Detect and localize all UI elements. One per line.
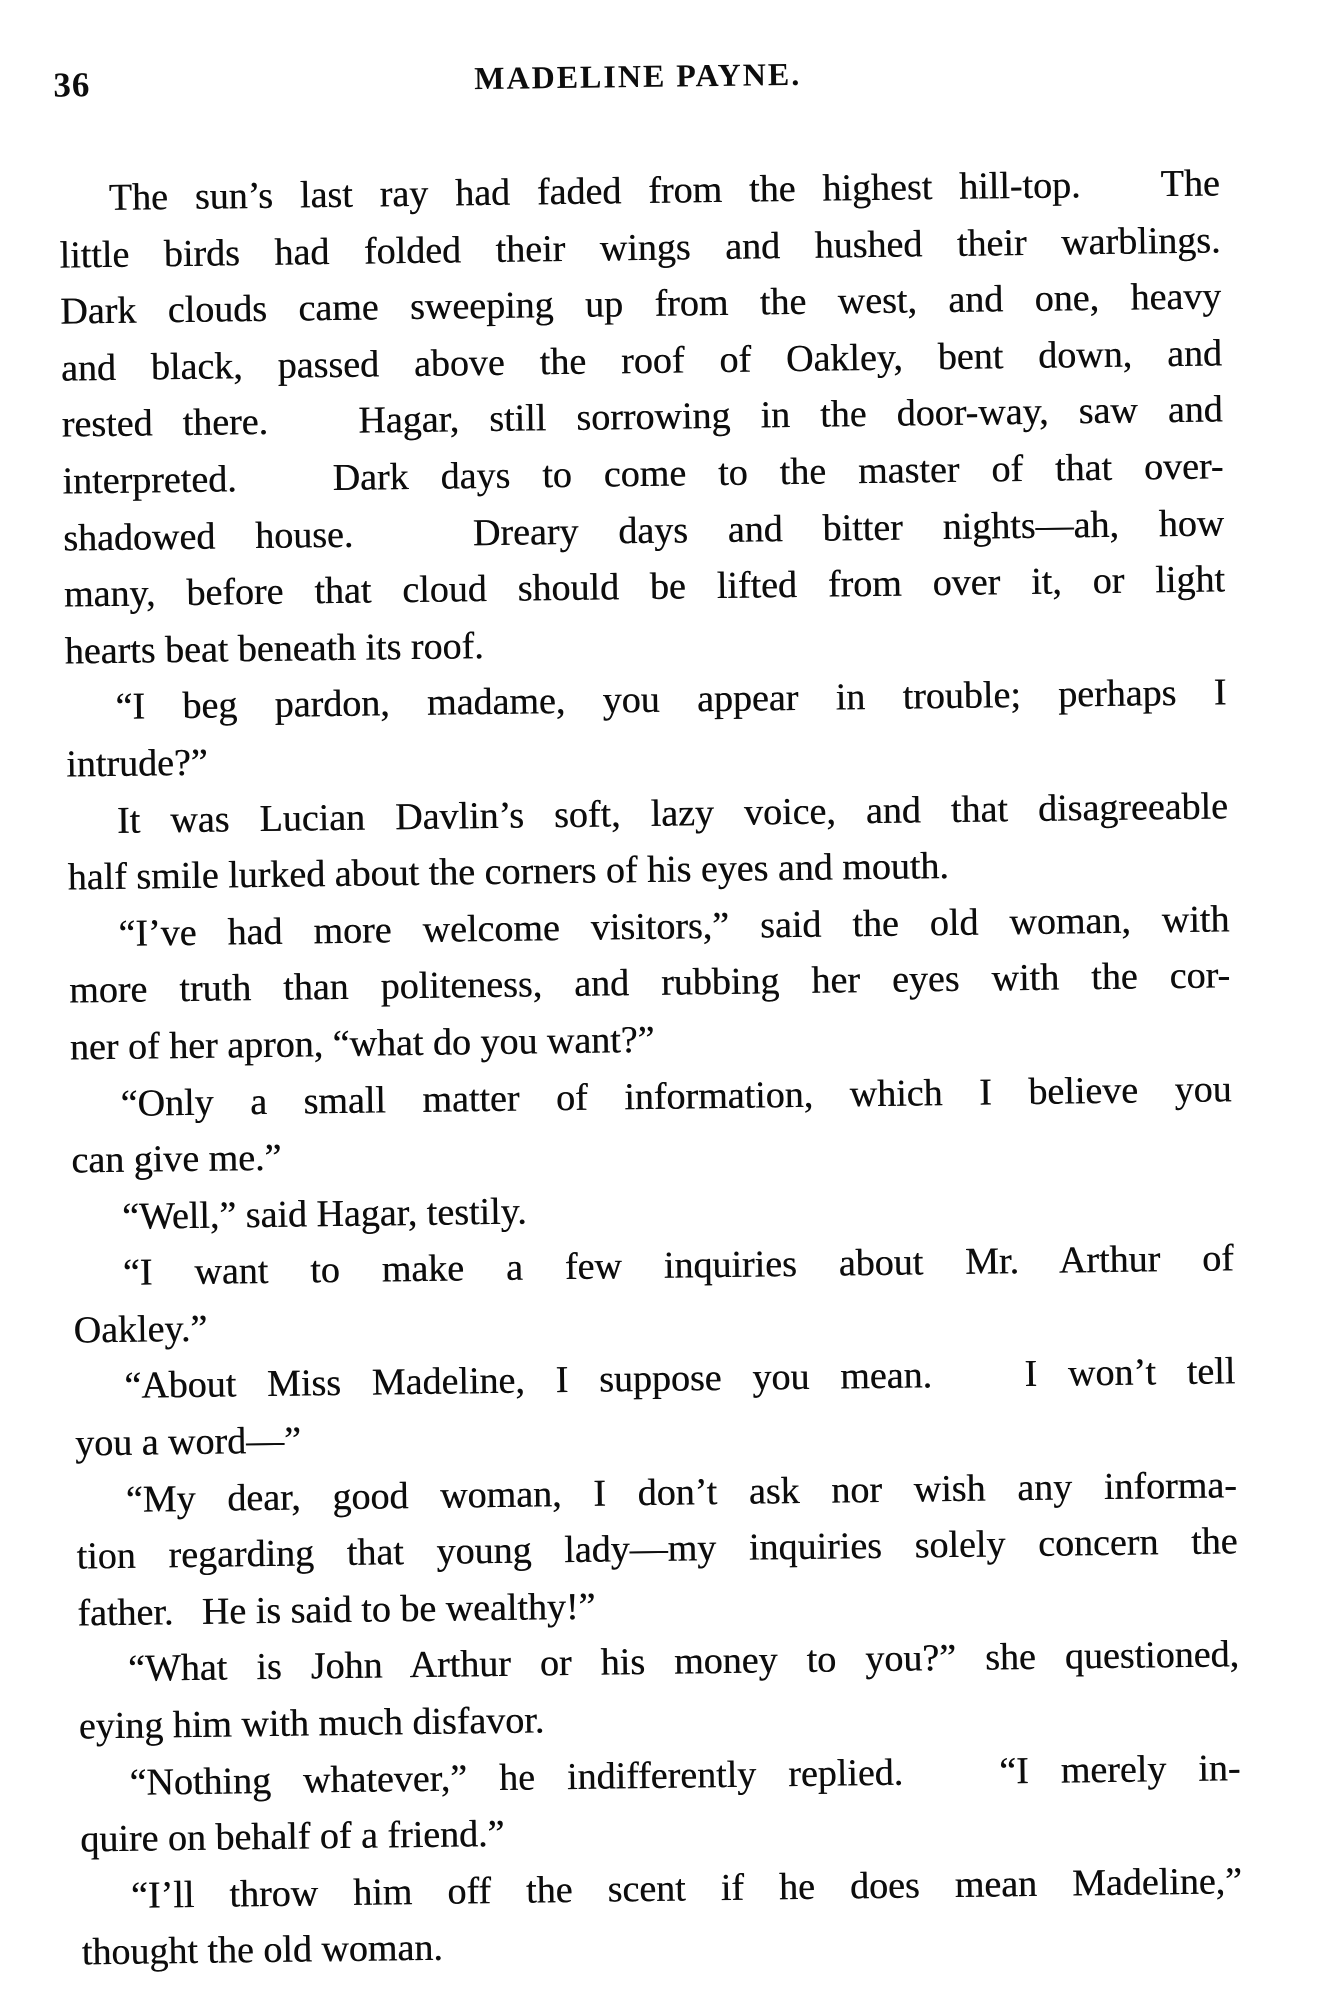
text-line: It was Lucian Davlin’s soft, lazy voice, and that disagreeable [116, 784, 1229, 842]
paragraph [72, 1231, 1234, 1359]
text-line: more truth than politeness, and rubbing her eyes with the cor- [68, 954, 1231, 1012]
text-line: Oakley.” [73, 1307, 208, 1352]
text-line: can give me.” [71, 1136, 282, 1182]
page-header [53, 50, 1218, 105]
text-line: “About Miss Madeline, I suppose you mean. I won’t tell [124, 1350, 1236, 1408]
text-line: rested there. Hagar, still sorrowing in the door-way, saw and [61, 388, 1223, 446]
paragraph [58, 155, 1226, 679]
text-line: and black, passed above the roof of Oakley, bent down, and [60, 332, 1223, 390]
running-header-title: MADELINE PAYNE. [474, 55, 802, 97]
paragraph [78, 1627, 1240, 1755]
text-line: “My dear, good woman, I don’t ask nor wish any informa- [125, 1463, 1238, 1521]
text-line: you a word—” [74, 1419, 302, 1465]
paragraph [81, 1853, 1243, 1981]
text-line: “I’ve had more welcome visitors,” said the old woman, with [118, 898, 1230, 955]
text-line: hearts beat beneath its roof. [64, 624, 484, 673]
text-line: thought the old woman. [81, 1927, 443, 1974]
text-line: “Well,” said Hagar, testily. [121, 1190, 527, 1238]
text-line: “Nothing whatever,” he indifferently replied. “I merely in- [129, 1746, 1241, 1804]
paragraph [68, 891, 1231, 1076]
text-line: little birds had folded their wings and hushed their warblings. [59, 218, 1221, 277]
text-line: “What is John Arthur or his money to you?” she questioned, [127, 1633, 1240, 1691]
text-line: ner of her apron, “what do you want?” [69, 1018, 655, 1069]
page-body [58, 155, 1243, 1981]
text-line: “I’ll throw him off the scent if he does mean Madeline,” [130, 1860, 1243, 1917]
text-line: father. He is said to be wealthy!” [77, 1585, 596, 1635]
text-line: quire on behalf of a friend.” [79, 1813, 505, 1861]
page-number: 36 [53, 65, 91, 105]
paragraph [65, 665, 1227, 793]
text-line: interpreted. Dark days to come to the master of that over- [62, 445, 1224, 503]
paragraph [74, 1344, 1236, 1472]
text-line: shadowed house. Dreary days and bitter nights—ah, how [62, 501, 1225, 560]
text-line: tion regarding that young lady—my inquiries solely concern the [76, 1520, 1238, 1578]
text-line: many, before that cloud should be lifted from over it, or light [63, 558, 1226, 616]
paragraph [79, 1740, 1241, 1868]
text-line: eying him with much disfavor. [78, 1699, 545, 1748]
text-line: “Only a small matter of information, which I believe you [120, 1067, 1232, 1125]
paragraph [70, 1061, 1232, 1189]
page-content [53, 50, 1243, 1981]
text-line: half smile lurked about the corners of his eyes and mouth. [67, 845, 950, 899]
paragraph [67, 778, 1229, 906]
text-line: “I want to make a few inquiries about Mr. Arthur of [122, 1237, 1235, 1295]
paragraph [75, 1457, 1238, 1642]
text-line: Dark clouds came sweeping up from the west, and one, heavy [59, 275, 1222, 333]
text-line: “I beg pardon, madame, you appear in trouble; perhaps I [115, 671, 1227, 729]
text-line: intrude?” [65, 741, 208, 786]
text-line: The sun’s last ray had faded from the highest hill-top. The [108, 162, 1220, 219]
